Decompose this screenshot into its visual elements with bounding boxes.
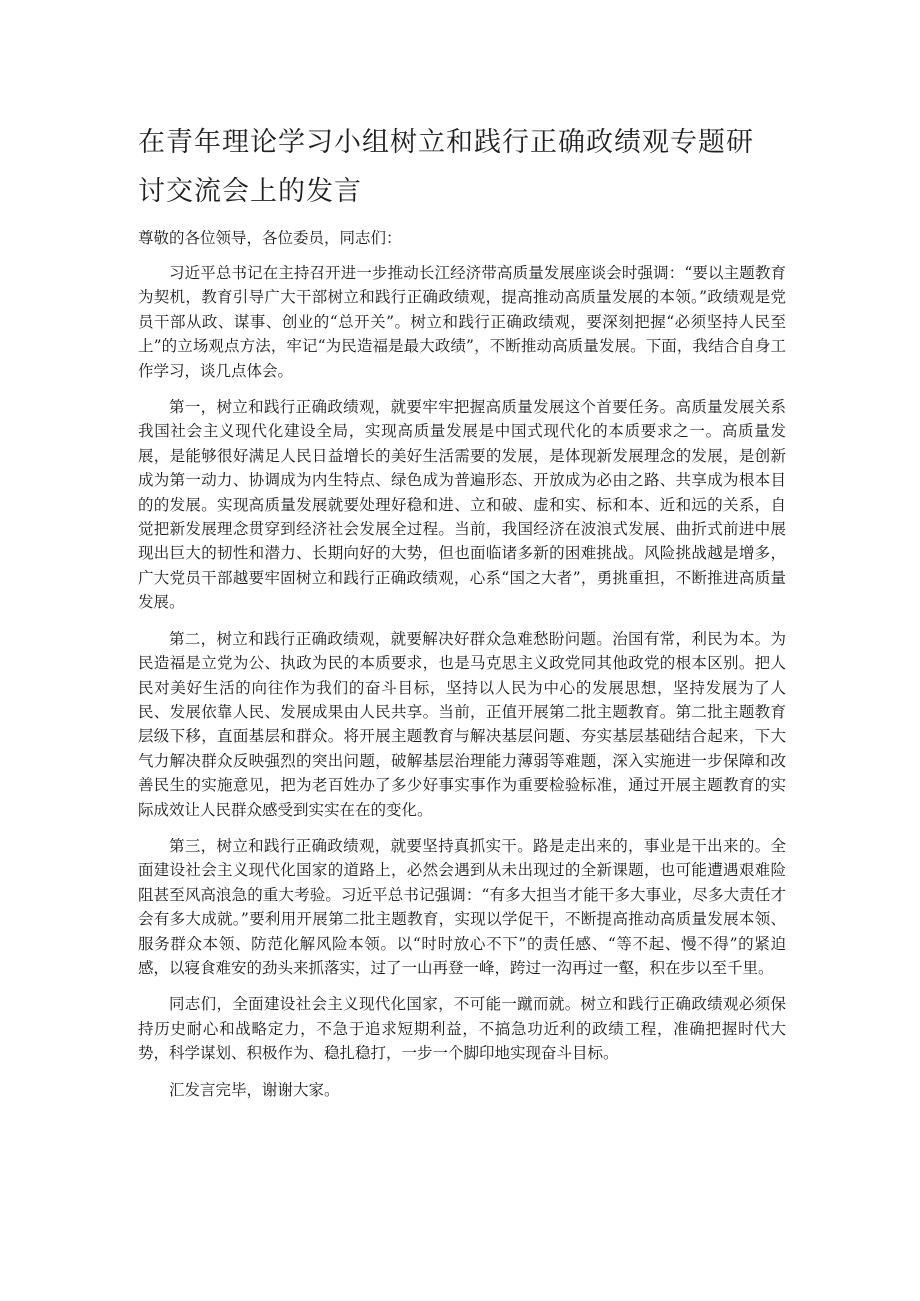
paragraph-second-point: 第二，树立和践行正确政绩观，就要解决好群众急难愁盼问题。治国有常，利民为本。为民造福是立党为公、执政为民的本质要求，也是马克思主义政党同其他政党的根本区别。把人民对美好生活的向往作为我们的奋斗目标，坚持以人民为中心的发展思想，坚持发展为了人民、发展依靠人民、发展成果由人民共享。当前，正值开展第二批主题教育。第二批主题教育层级下移，直面基层和群众。将开展主题教育与解决基层问题、夯实基层基础结合起来，下大气力解决群众反映强烈的突出问题，破解基层治理能力薄弱等难题，深入实施进一步保障和改善民生的实施意见，把为老百姓办了多少好事实事作为重要检验标准，通过开展主题教育的实际成效让人民群众感受到实实在在的变化。 — [138, 629, 786, 819]
document-page — [138, 118, 786, 1114]
paragraph-first-point: 第一，树立和践行正确政绩观，就要牢牢把握高质量发展这个首要任务。高质量发展关系我国社会主义现代化建设全局，实现高质量发展是中国式现代化的本质要求之一。高质量发展，是能够很好满足人民日益增长的美好生活需要的发展，是体现新发展理念的发展，是创新成为第一动力、协调成为内生特点、绿色成为普遍形态、开放成为必由之路、共享成为根本目的的发展。实现高质量发展就要处理好稳和进、立和破、虚和实、标和本、近和远的关系，自觉把新发展理念贯穿到经济社会发展全过程。当前，我国经济在波浪式发展、曲折式前进中展现出巨大的韧性和潜力、长期向好的大势，但也面临诸多新的困难挑战。风险挑战越是增多，广大党员干部越要牢固树立和践行正确政绩观，心系“国之大者”，勇挑重担，不断推进高质量发展。 — [138, 398, 786, 612]
paragraph-closing: 汇发言完毕，谢谢大家。 — [169, 1080, 340, 1099]
paragraph-intro: 习近平总书记在主持召开进一步推动长江经济带高质量发展座谈会时强调：“要以主题教育为契机，教育引导广大干部树立和践行正确政绩观，提高推动高质量发展的本领。”政绩观是党员干部从政、谋事、创业的“总开关”。树立和践行正确政绩观，要深刻把握“必须坚持人民至上”的立场观点方法，牢记“为民造福是最大政绩”，不断推动高质量发展。下面，我结合自身工作学习，谈几点体会。 — [138, 264, 786, 380]
paragraph-third-point: 第三，树立和践行正确政绩观，就要坚持真抓实干。路是走出来的，事业是干出来的。全面建设社会主义现代化国家的道路上，必然会遇到从未出现过的全新课题，也可能遭遇艰难险阻甚至风高浪急的重大考验。习近平总书记强调：“有多大担当才能干多大事业，尽多大责任才会有多大成就。”要利用开展第二批主题教育，实现以学促干，不断提高推动高质量发展本领、服务群众本领、防范化解风险本领。以“时时放心不下”的责任感、“等不起、慢不得”的紧迫感，以寝食难安的劲头来抓落实，过了一山再登一峰，跨过一沟再过一壑，积在步以至千里。 — [138, 836, 786, 977]
title-line-1: 在青年理论学习小组树立和践行正确政绩观专题研 — [138, 127, 754, 158]
document-title — [138, 118, 786, 216]
salutation: 尊敬的各位领导，各位委员，同志们： — [138, 229, 402, 247]
paragraph-conclusion: 同志们，全面建设社会主义现代化国家，不可能一蹴而就。树立和践行正确政绩观必须保持历史耐心和战略定力，不急于追求短期利益，不搞急功近利的政绩工程，准确把握时代大势，科学谋划、积极作为、稳扎稳打，一步一个脚印地实现奋斗目标。 — [138, 995, 786, 1063]
title-line-2: 讨交流会上的发言 — [138, 176, 362, 207]
